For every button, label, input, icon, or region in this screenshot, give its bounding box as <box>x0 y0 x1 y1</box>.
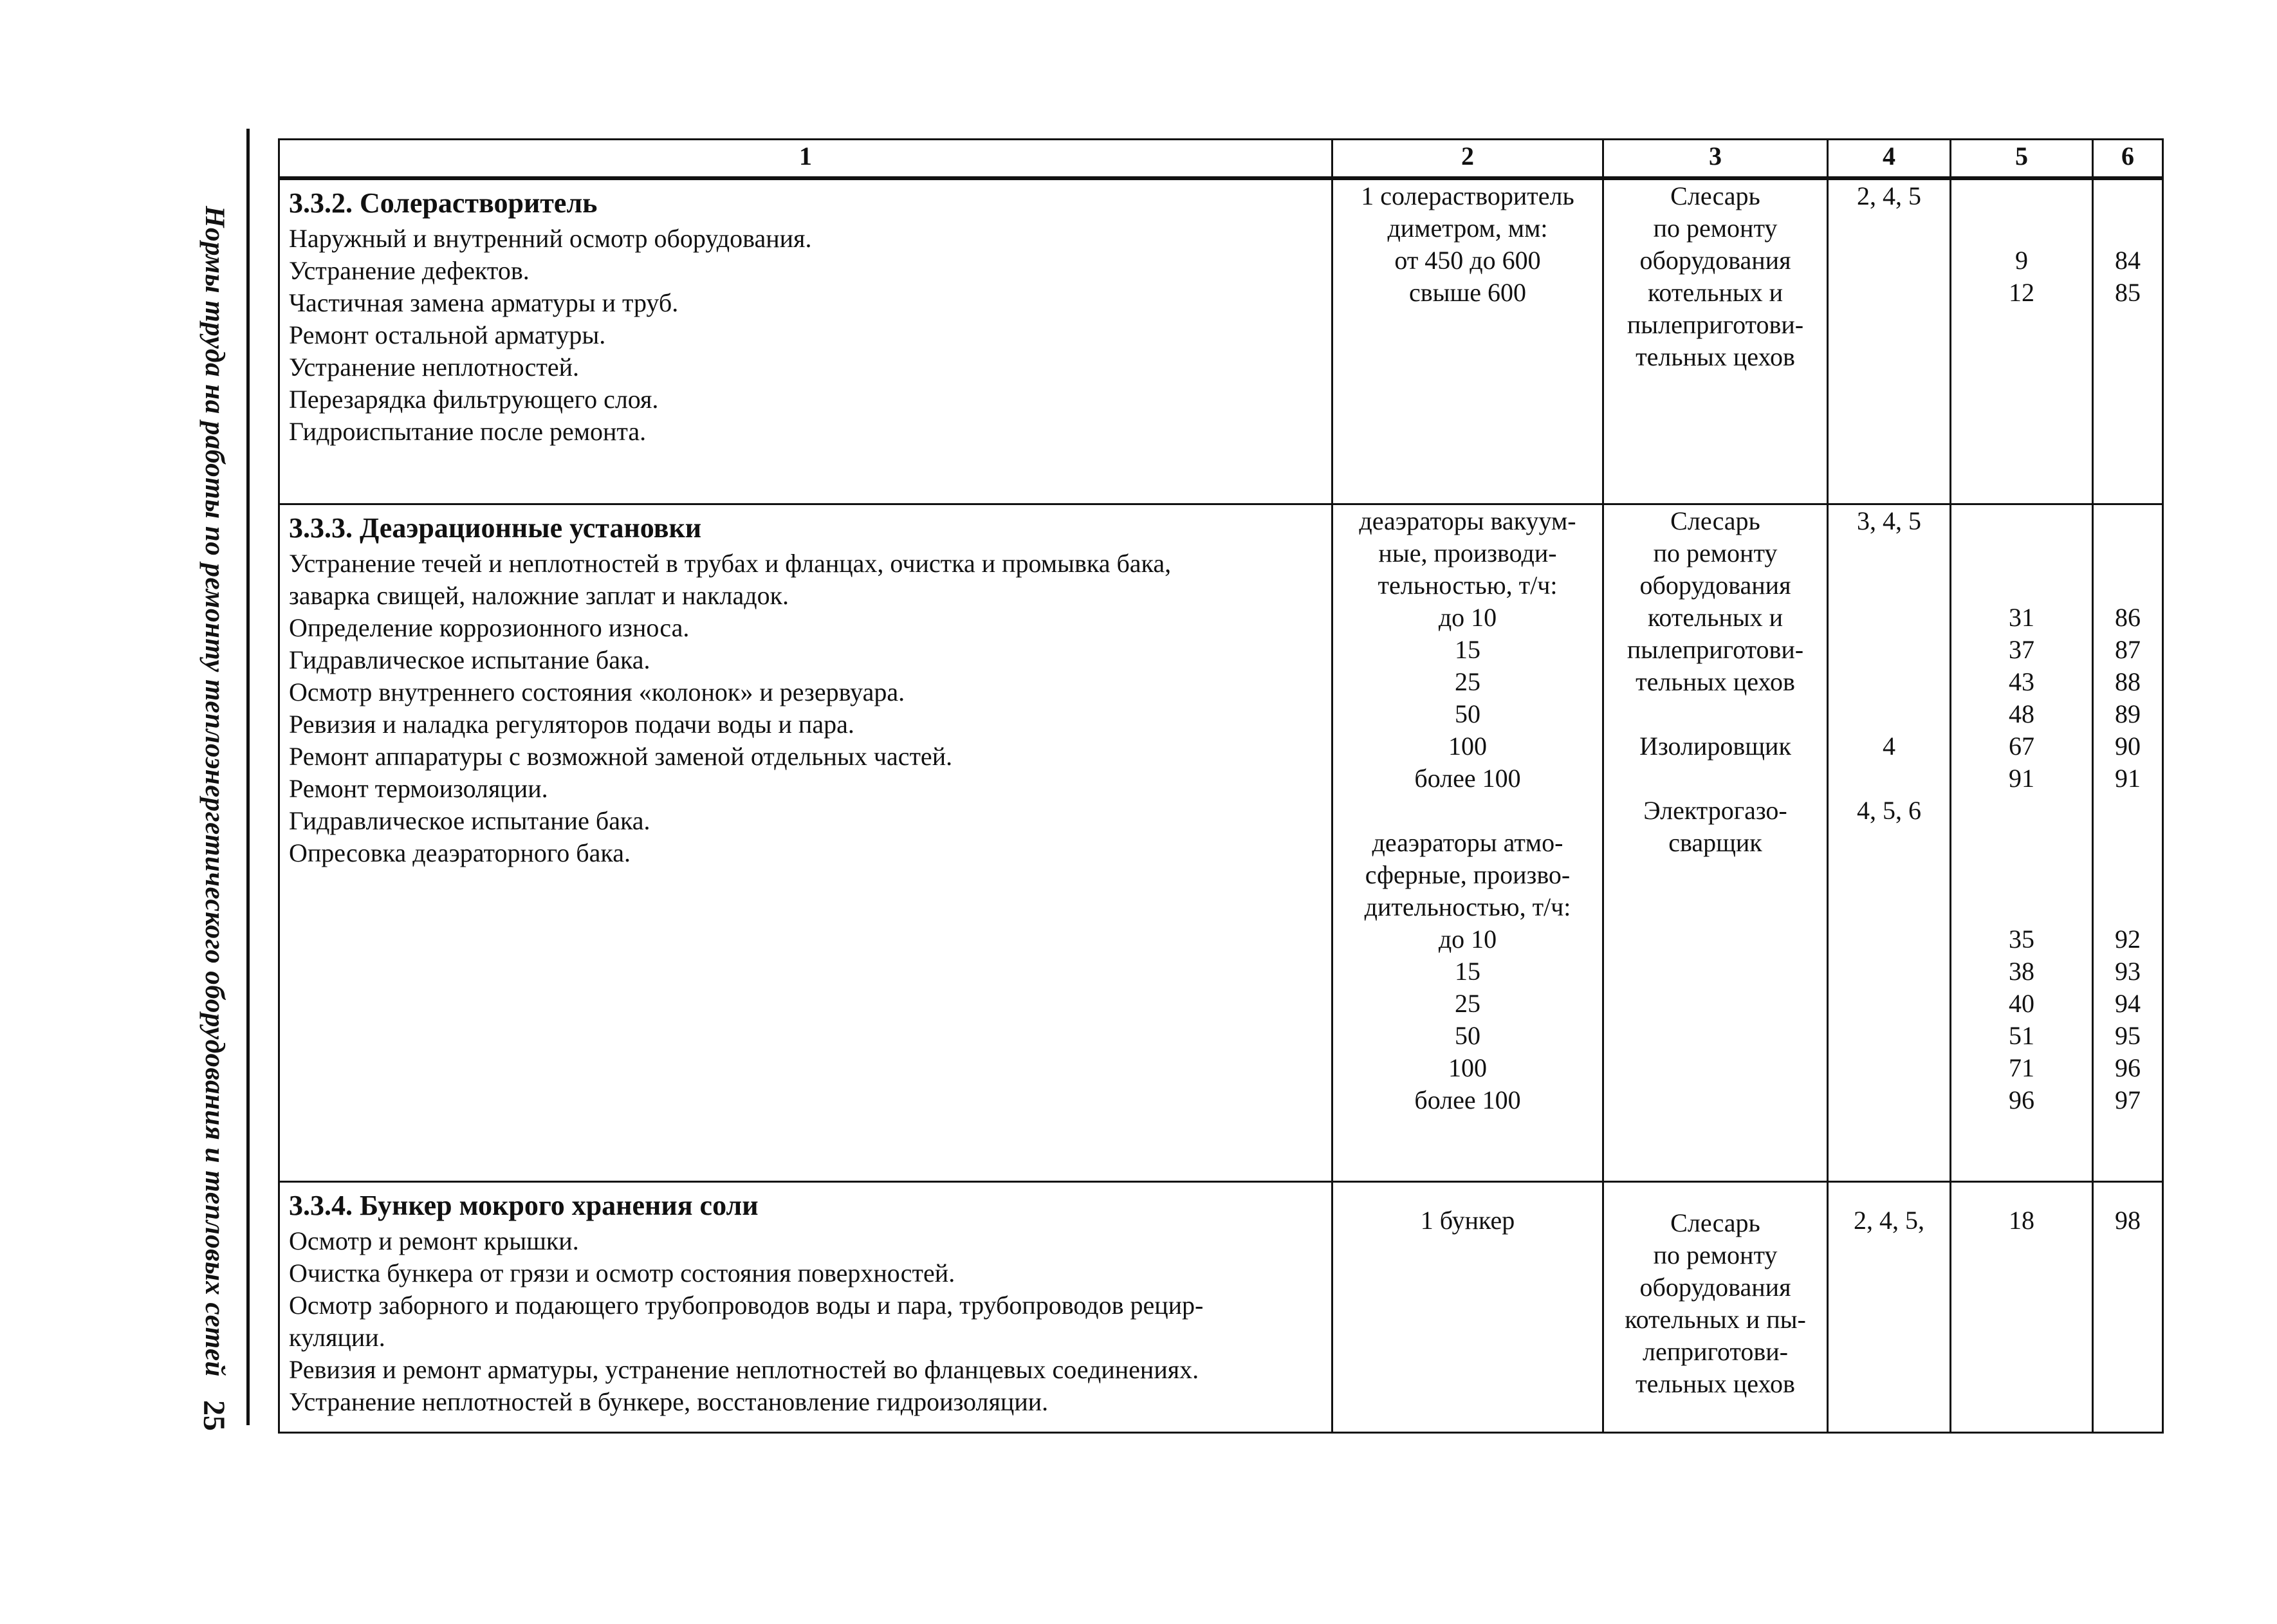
norm-value: 96 <box>2009 1085 2034 1114</box>
work-line: Наружный и внутренний осмотр оборудования. <box>289 224 812 253</box>
equipment-cell <box>1332 178 1603 504</box>
grade-line: 3, 4, 5 <box>1857 506 1921 535</box>
grade-cell <box>1828 1181 1951 1432</box>
norm-cell <box>1951 504 2093 1181</box>
norm-value: 91 <box>2009 763 2034 793</box>
work-line: Устранение дефектов. <box>289 256 530 285</box>
grade-cell <box>1828 178 1951 504</box>
work-line: Опресовка деаэраторного бака. <box>289 838 631 867</box>
worker-line: леприготови- <box>1643 1336 1788 1366</box>
equipment-line: более 100 <box>1414 1085 1521 1114</box>
worker-line: оборудования <box>1639 246 1791 275</box>
works-cell <box>279 178 1332 504</box>
equipment-cell <box>1332 1181 1603 1432</box>
equipment-line: до 10 <box>1438 602 1497 632</box>
norm-value: 51 <box>2009 1020 2034 1050</box>
header-col-2: 2 <box>1332 140 1603 179</box>
norm-value: 40 <box>2009 988 2034 1018</box>
norm-cell <box>1951 1181 2093 1432</box>
worker-line: по ремонту <box>1653 538 1778 567</box>
equipment-line: от 450 до 600 <box>1394 246 1541 275</box>
worker-line: Электрогазо- <box>1643 795 1787 825</box>
equipment-line: 50 <box>1455 1020 1480 1050</box>
worker-line: по ремонту <box>1653 214 1778 243</box>
work-line: Осмотр внутреннего состояния «колонок» и резервуара. <box>289 677 905 706</box>
work-line: Ремонт остальной арматуры. <box>289 320 606 349</box>
work-line: Ремонт термоизоляции. <box>289 773 548 803</box>
equipment-line: дительностью, т/ч: <box>1364 892 1571 921</box>
row-number: 96 <box>2115 1053 2141 1082</box>
norm-value: 38 <box>2009 956 2034 986</box>
equipment-line: 25 <box>1455 667 1480 696</box>
section-row <box>279 504 2163 1181</box>
worker-line: оборудования <box>1639 1272 1791 1302</box>
equipment-line: до 10 <box>1438 924 1497 954</box>
work-line: Устранение неплотностей. <box>289 353 579 382</box>
running-title: Нормы труда на работы по ремонту теплоэнергетического оборудования и тепловых сетей <box>199 206 230 1377</box>
section-row <box>279 1181 2163 1432</box>
worker-line: тельных цехов <box>1636 667 1795 696</box>
worker-line: пылеприготови- <box>1627 310 1804 339</box>
work-line: Перезарядка фильтрующего слоя. <box>289 385 659 414</box>
work-line: заварка свищей, наложние заплат и накладок. <box>289 580 789 610</box>
worker-cell <box>1603 178 1828 504</box>
equipment-line: 1 бункер <box>1420 1205 1515 1235</box>
worker-line: котельных и пы- <box>1625 1304 1806 1334</box>
header-col-6: 6 <box>2093 140 2163 179</box>
row-number: 84 <box>2115 246 2141 275</box>
equipment-line: диметром, мм: <box>1387 214 1548 243</box>
works-cell <box>279 504 1332 1181</box>
equipment-line: 100 <box>1448 731 1487 761</box>
worker-line: сварщик <box>1668 827 1762 857</box>
norm-value: 35 <box>2009 924 2034 954</box>
number-cell <box>2093 1181 2163 1432</box>
worker-line: пылеприготови- <box>1627 634 1804 664</box>
row-number: 86 <box>2115 602 2141 632</box>
equipment-line: деаэраторы атмо- <box>1372 827 1563 857</box>
section-title: 3.3.2. Солерастворитель <box>289 187 598 219</box>
number-cell <box>2093 178 2163 504</box>
section-title: 3.3.3. Деаэрационные установки <box>289 512 702 544</box>
grade-line: 2, 4, 5, <box>1854 1205 1924 1235</box>
work-line: Ревизия и ремонт арматуры, устранение неплотностей во фланцевых соединениях. <box>289 1354 1199 1384</box>
margin-rule <box>246 129 250 1425</box>
worker-line: котельных и <box>1648 602 1783 632</box>
grade-line: 4 <box>1883 731 1895 761</box>
equipment-line: 25 <box>1455 988 1480 1018</box>
norm-value: 18 <box>2009 1205 2034 1235</box>
equipment-line: тельностью, т/ч: <box>1378 570 1558 600</box>
work-line: Ревизия и наладка регуляторов подачи воды и пара. <box>289 709 854 739</box>
works-cell <box>279 1181 1332 1432</box>
norm-value: 9 <box>2015 246 2028 275</box>
equipment-line: свыше 600 <box>1408 278 1527 307</box>
header-col-3: 3 <box>1603 140 1828 179</box>
row-number: 85 <box>2115 278 2141 307</box>
equipment-line: деаэраторы вакуум- <box>1359 506 1576 535</box>
row-number: 91 <box>2115 763 2141 793</box>
norms-table <box>278 138 2164 1434</box>
work-line: Гидравлическое испытание бака. <box>289 645 650 674</box>
norm-value: 71 <box>2009 1053 2034 1082</box>
equipment-line: более 100 <box>1414 763 1521 793</box>
equipment-line: 50 <box>1455 699 1480 728</box>
row-number: 97 <box>2115 1085 2141 1114</box>
row-number: 89 <box>2115 699 2141 728</box>
work-line: Частичная замена арматуры и труб. <box>289 288 679 317</box>
worker-cell <box>1603 1181 1828 1432</box>
work-line: Ремонт аппаратуры с возможной заменой отдельных частей. <box>289 741 953 771</box>
equipment-line: ные, производи- <box>1378 538 1557 567</box>
norm-value: 43 <box>2009 667 2034 696</box>
grade-line: 2, 4, 5 <box>1857 181 1921 210</box>
section-row <box>279 178 2163 504</box>
work-line: куляции. <box>289 1322 385 1352</box>
worker-line: Слесарь <box>1670 1208 1760 1237</box>
row-number: 88 <box>2115 667 2141 696</box>
norm-value: 12 <box>2009 278 2034 307</box>
worker-line: Изолировщик <box>1639 731 1791 761</box>
equipment-line: 15 <box>1455 956 1480 986</box>
grade-cell <box>1828 504 1951 1181</box>
work-line: Определение коррозионного износа. <box>289 613 690 642</box>
worker-line: тельных цехов <box>1636 342 1795 371</box>
row-number: 87 <box>2115 634 2141 664</box>
worker-cell <box>1603 504 1828 1181</box>
section-title: 3.3.4. Бункер мокрого хранения соли <box>289 1189 759 1221</box>
work-line: Осмотр и ремонт крышки. <box>289 1226 579 1255</box>
running-header <box>193 206 232 1467</box>
header-col-5: 5 <box>1951 140 2093 179</box>
work-line: Гидравлическое испытание бака. <box>289 806 650 835</box>
header-row <box>279 140 2163 179</box>
norm-value: 48 <box>2009 699 2034 728</box>
row-number: 94 <box>2115 988 2141 1018</box>
worker-line: котельных и <box>1648 278 1783 307</box>
norm-value: 31 <box>2009 602 2034 632</box>
row-number: 98 <box>2115 1205 2141 1235</box>
work-line: Очистка бункера от грязи и осмотр состояния поверхностей. <box>289 1258 955 1287</box>
page-number: 25 <box>197 1400 231 1431</box>
work-line: Осмотр заборного и подающего трубопроводов воды и пара, трубопроводов рецир- <box>289 1290 1204 1320</box>
norm-value: 67 <box>2009 731 2034 761</box>
work-line: Устранение неплотностей в бункере, восстановление гидроизоляции. <box>289 1387 1049 1416</box>
worker-line: Слесарь <box>1670 181 1760 210</box>
header-col-4: 4 <box>1828 140 1951 179</box>
equipment-line: 100 <box>1448 1053 1487 1082</box>
worker-line: тельных цехов <box>1636 1369 1795 1398</box>
worker-line: Слесарь <box>1670 506 1760 535</box>
number-cell <box>2093 504 2163 1181</box>
work-line: Гидроиспытание после ремонта. <box>289 417 647 446</box>
worker-line: по ремонту <box>1653 1240 1778 1269</box>
row-number: 90 <box>2115 731 2141 761</box>
equipment-cell <box>1332 504 1603 1181</box>
row-number: 93 <box>2115 956 2141 986</box>
norm-value: 37 <box>2009 634 2034 664</box>
worker-line: оборудования <box>1639 570 1791 600</box>
row-number: 95 <box>2115 1020 2141 1050</box>
grade-line: 4, 5, 6 <box>1857 795 1921 825</box>
header-col-1: 1 <box>279 140 1332 179</box>
norm-cell <box>1951 178 2093 504</box>
row-number: 92 <box>2115 924 2141 954</box>
equipment-line: сферные, произво- <box>1365 860 1571 889</box>
equipment-line: 1 солерастворитель <box>1361 181 1574 210</box>
work-line: Устранение течей и неплотностей в трубах и фланцах, очистка и промывка бака, <box>289 548 1172 578</box>
equipment-line: 15 <box>1455 634 1480 664</box>
